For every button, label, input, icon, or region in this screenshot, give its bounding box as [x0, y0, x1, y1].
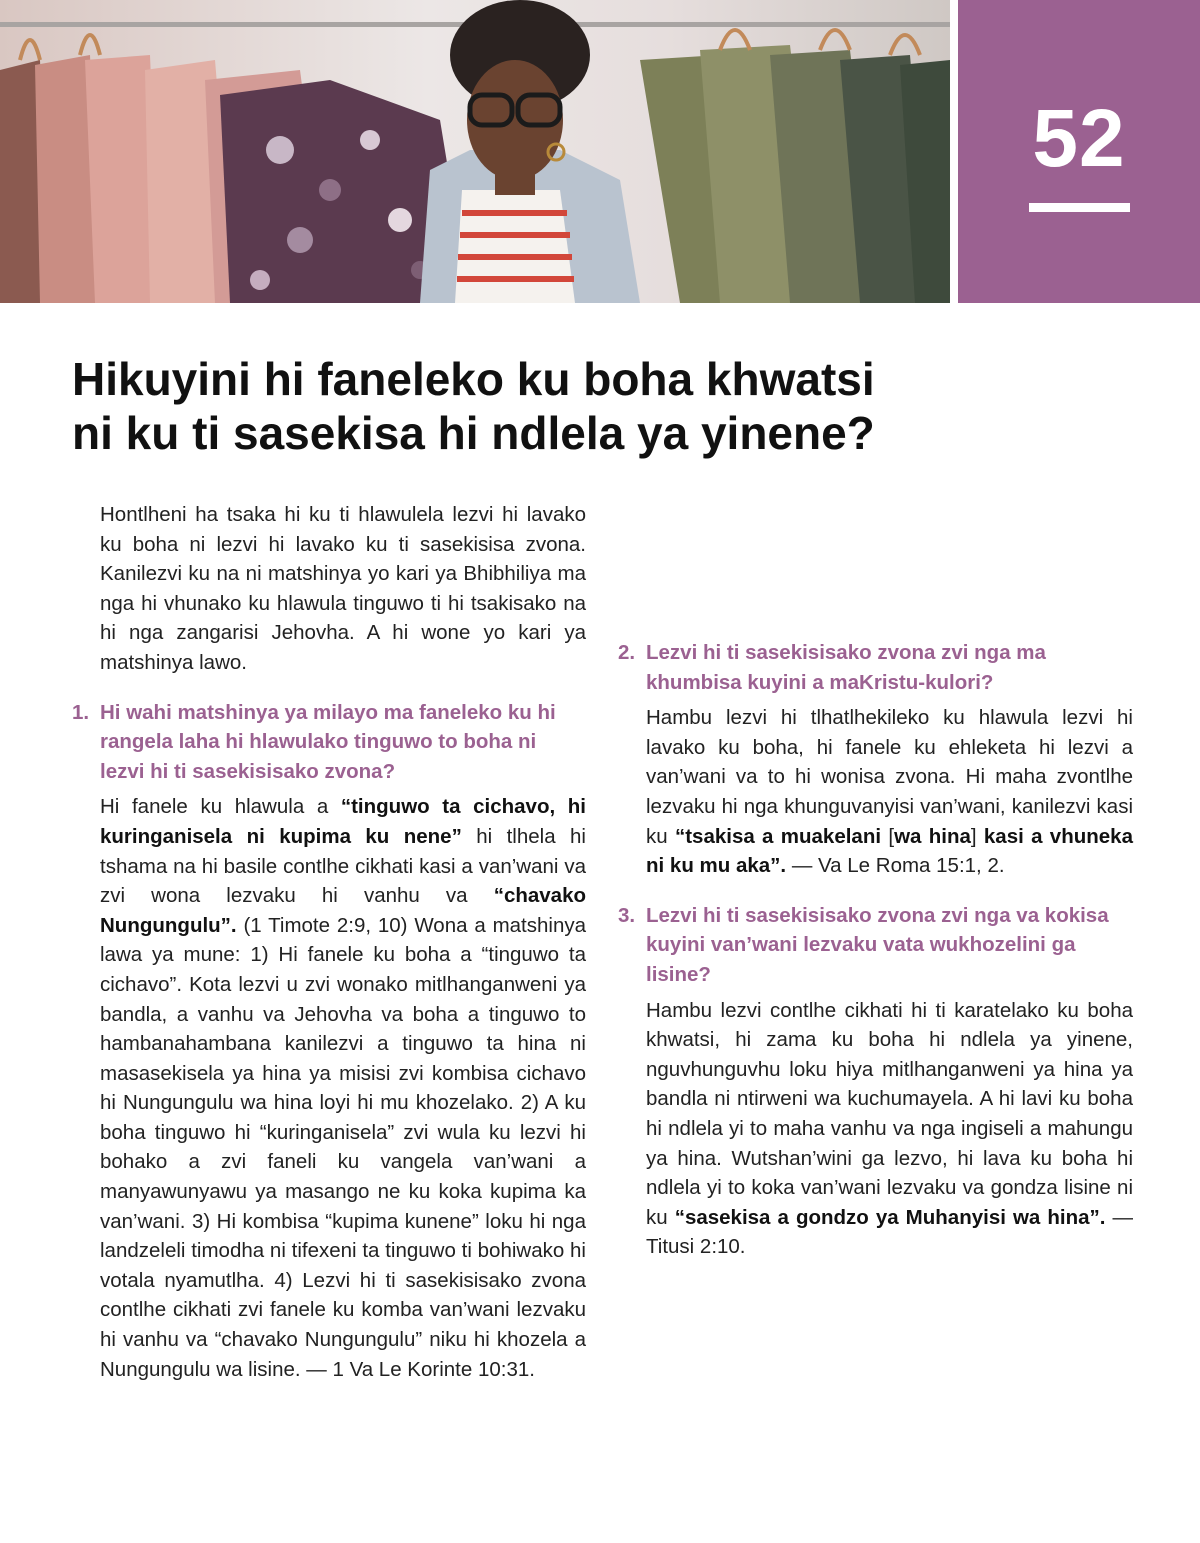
hero-photo	[0, 0, 950, 303]
answer-text: (1 Timote 2:9, 10) Wona a matshinya lawa ya mune: 1) Hi fanele ku boha a “tinguwo ta cichavo”. Kota lezvi u zvi wonako mitlhanganweni ya bandla, a vanhu va Jehovha va boha a tinguwo to hambanahambana kanilezvi a tinguwo ta hina ni masasekisela ya hina ya misisi zvi kombisa cichavo hi Nungungulu wa hina loyi hi mu khozelako. 2) A ku boha tinguwo hi “kuringanisela” zvi wula ku lezvi hi bohako a zvi faneli ku vangela van’wani a manyawunyawu ya masango ne ku koka kupima ka van’wani. 3) Hi kombisa “kupima kunene” loku hi nga landzeleli timodha ni tifexeni ta tinguwo ti bohiwako hi votala nyamutlha. 4) Lezvi hi ti sasekisisako zvona contlhe cikhati zvi fanele ku komba van’wani lezvaku hi vanhu va “chavako Nungungulu” niku hi khozela a Nungungulu wa lisine. — 1 Va Le Korinte 10:31.	[100, 913, 586, 1381]
lesson-number-underline	[1029, 203, 1130, 212]
answer-2-paragraph	[618, 703, 1133, 881]
answer-emphasis: kasi a vhuneka ni ku mu aka”.	[646, 824, 1133, 878]
lesson-number: 52	[1032, 93, 1126, 184]
answer-text: — Va Le Roma 15:1, 2.	[786, 854, 1005, 878]
answer-text: — Titusi 2:10.	[646, 1205, 1133, 1259]
answer-emphasis: “sasekisa a gondzo ya Muhanyisi wa hina”.	[674, 1205, 1106, 1229]
answer-text: Hambu lezvi hi tlhatlhekileko ku hlawula lezvi hi lavako ku boha, hi fanele ku ehleketa hi lezvi a van’wani va to hi wonisa zvona. Hi maha zvontlhe lezvaku hi nga khunguvanyisi van’wani, kanilezvi kasi ku	[646, 706, 1133, 848]
intro-paragraph: Hontlheni ha tsaka hi ku ti hlawulela lezvi hi lavako ku boha ni lezvi hi lavako ku ti sasekisisa zvona. Kanilezvi ku na ni matshinya yo kari ya Bhibhiliya ma nga hi vhunako ku hlawula tinguwo ti hi tsakisako na hi nga zangarisi Jehovha. A hi wone yo kari ya matshinya lawo.	[100, 503, 586, 674]
lesson-badge	[958, 0, 1200, 303]
answer-text: hi tlhela hi tshama na hi basile contlhe cikhati kasi a van’wani va zvi wona lezvaku hi vanhu va	[100, 824, 586, 908]
left-column	[72, 500, 586, 1384]
answer-1-paragraph	[72, 792, 586, 1384]
question-3-heading	[618, 901, 1133, 990]
right-column-flow	[618, 638, 1133, 1262]
question-number: 2.	[618, 641, 636, 664]
question-number: 1.	[72, 700, 90, 724]
question-1-heading	[72, 698, 586, 787]
clothing-store-illustration	[0, 0, 950, 303]
answer-emphasis: “chavako Nungungulu”.	[100, 884, 586, 937]
answer-emphasis: wa hina	[894, 824, 971, 848]
answer-emphasis: “tsakisa a muakelani	[674, 824, 882, 848]
question-number: 3.	[618, 903, 636, 927]
answer-text: Hi fanele ku hlawula a	[100, 795, 341, 819]
answer-emphasis: “tinguwo ta cichavo, hi kuringanisela ni kupima ku nene”	[100, 795, 586, 848]
question-text: Lezvi hi ti sasekisisako zvona zvi nga ma khumbisa kuyini a maKristu-kulori?	[646, 641, 1046, 694]
answer-3-paragraph	[618, 996, 1133, 1262]
answer-text: [	[881, 824, 895, 848]
answer-text: ]	[970, 824, 984, 848]
title-line-1: Hikuyini hi faneleko ku boha khwatsi	[72, 353, 875, 405]
title-line-2: ni ku ti sasekisa hi ndlela ya yinene?	[72, 406, 875, 459]
question-text: Lezvi hi ti sasekisisako zvona zvi nga va kokisa kuyini van’wani lezvaku vata wukhozelini ga lisine?	[646, 903, 1109, 986]
answer-text: Hambu lezvi contlhe cikhati hi ti karatelako ku boha khwatsi, hi zama ku boha hi ndlela ya yinene, nguvhunguvhu loku hiya mitlhanganweni ya hina ya bandla ni ntirweni wa kuchumayela. A hi lavi ku boha hi ndlela yi to maha vanhu va nga ingiseli a mahungu ya hina. Wutshan’wini ga lezvo, hi lava ku boha hi ndlela yi to koka van’wani lezvaku va gondza lisine ni ku	[646, 998, 1133, 1229]
page-title	[72, 353, 1072, 461]
question-2-heading	[618, 638, 1133, 697]
question-text: Hi wahi matshinya ya milayo ma faneleko ku hi rangela laha hi hlawulako tinguwo to boha ni lezvi hi ti sasekisisako zvona?	[100, 700, 556, 783]
